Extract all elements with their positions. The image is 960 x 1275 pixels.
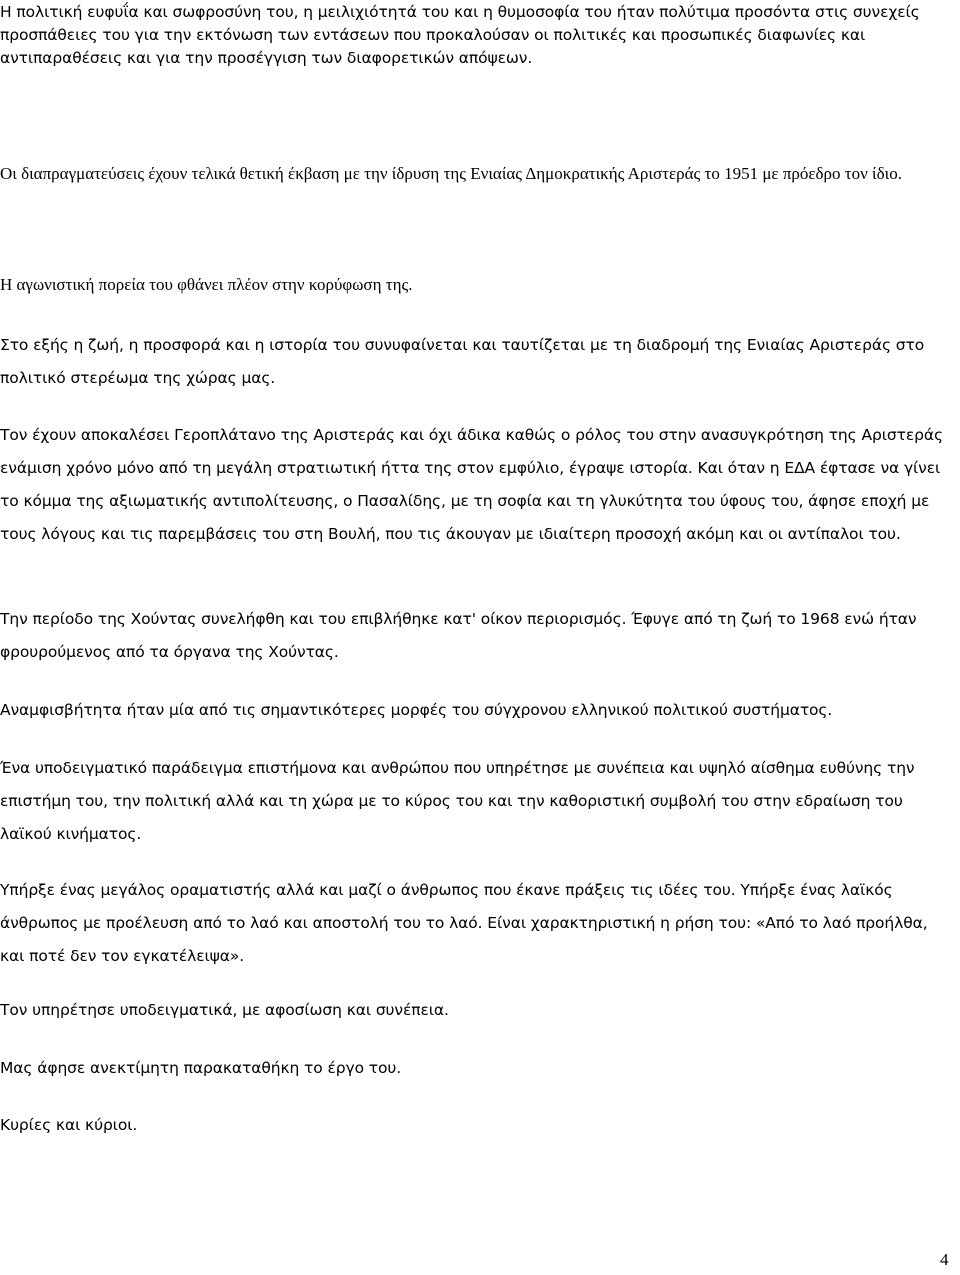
paragraph-indisputable: Αναμφισβήτητα ήταν μία από τις σημαντικότερες μορφές του σύγχρονου ελληνικού πολιτικού συστήματος. (0, 701, 833, 719)
paragraph-united-left: Στο εξής η ζωή, η προσφορά και η ιστορία του συνυφαίνεται και ταυτίζεται με τη διαδρομή της Ενιαίας Αριστεράς στο πολιτικό στερέωμα της χώρας μας. (0, 336, 925, 387)
paragraph-junta: Την περίοδο της Χούντας συνελήφθη και του επιβλήθηκε κατ' οίκον περιορισμός. Έφυγε από τη ζωή το 1968 ενώ ήταν φρουρούμενος από τα όργανα της Χούντας. (0, 610, 917, 661)
paragraph-negotiations: Οι διαπραγματεύσεις έχουν τελικά θετική έκβαση με την ίδρυση της Ενιαίας Δημοκρατικής Αριστεράς το 1951 με πρόεδρο τον ίδιο. (0, 164, 902, 183)
paragraph-ladies-gentlemen: Κυρίες και κύριοι. (0, 1116, 138, 1134)
paragraph-served: Τον υπηρέτησε υποδειγματικά, με αφοσίωση και συνέπεια. (0, 1001, 449, 1019)
page-number: 4 (940, 1250, 949, 1269)
paragraph-legacy: Μας άφησε ανεκτίμητη παρακαταθήκη το έργο του. (0, 1059, 402, 1077)
paragraph-political-wisdom: Η πολιτική ευφυΐα και σωφροσύνη του, η μειλιχιότητά του και η θυμοσοφία του ήταν πολύτιμα προσόντα στις συνεχείς προσπάθειες του για την εκτόνωση των εντάσεων που προκαλούσαν οι πολιτικές και προσωπικές διαφωνίες και αντιπαραθέσεις και για την προσέγγιση των διαφορετικών απόψεων. (0, 3, 920, 67)
paragraph-model-scientist: Ένα υποδειγματικό παράδειγμα επιστήμονα και ανθρώπου που υπηρέτησε με συνέπεια και υψηλό αίσθημα ευθύνης την επιστήμη του, την πολιτική αλλά και τη χώρα με το κύρος του και την καθοριστική συμβολή του στην εδραίωση του λαϊκού κινήματος. (0, 759, 915, 843)
paragraph-visionary: Υπήρξε ένας μεγάλος οραματιστής αλλά και μαζί ο άνθρωπος που έκανε πράξεις τις ιδέες του. Υπήρξε ένας λαϊκός άνθρωπος με προέλευση από το λαό και αποστολή του το λαό. Είναι χαρακτηριστική η ρήση του: «Από το λαό προήλθα, και ποτέ δεν τον εγκατέλειψα». (0, 881, 928, 965)
paragraph-struggle-peak: Η αγωνιστική πορεία του φθάνει πλέον στην κορύφωση της. (0, 275, 413, 294)
paragraph-plane-tree: Τον έχουν αποκαλέσει Γεροπλάτανο της Αριστεράς και όχι άδικα καθώς ο ρόλος του στην ανασυγκρότηση της Αριστεράς ενάμιση χρόνο μόνο από τη μεγάλη στρατιωτική ήττα της στον εμφύλιο, έγραψε ιστορία. Και όταν η ΕΔΑ έφτασε να γίνει το κόμμα της αξιωματικής αντιπολίτευσης, ο Πασαλίδης, με τη σοφία και τη γλυκύτητα του ύφους του, άφησε εποχή με τους λόγους και τις παρεμβάσεις του στη Βουλή, που τις άκουγαν με ιδιαίτερη προσοχή ακόμη και οι αντίπαλοι του. (0, 426, 943, 543)
